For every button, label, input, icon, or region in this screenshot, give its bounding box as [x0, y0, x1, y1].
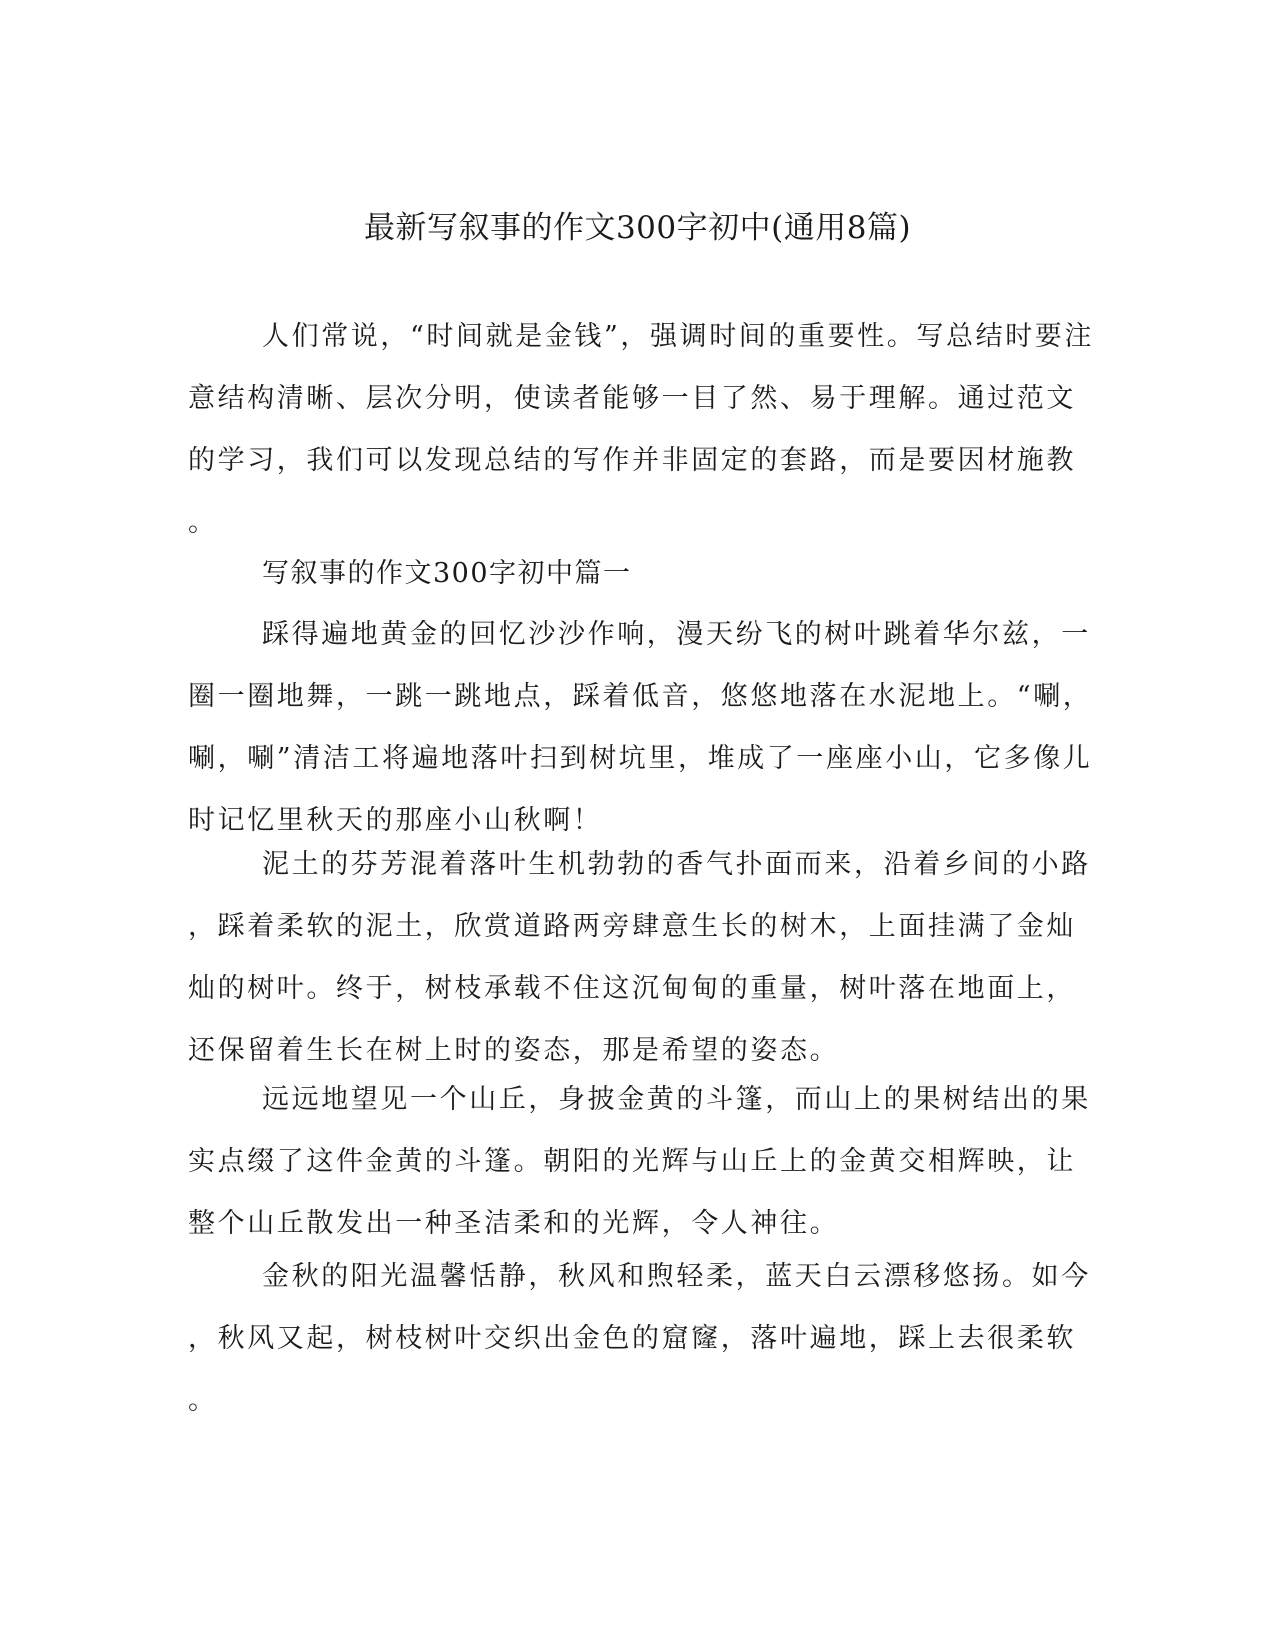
paragraph-1-line-1: 踩得遍地黄金的回忆沙沙作响，漫天纷飞的树叶跳着华尔兹，一 [262, 619, 1091, 650]
intro-line-1: 人们常说，“时间就是金钱”，强调时间的重要性。写总结时要注 [262, 321, 1095, 352]
intro-line-4: 。 [188, 507, 218, 538]
body-paragraph-4 [188, 1246, 1091, 1432]
paragraph-4-line-1: 金秋的阳光温馨恬静，秋风和煦轻柔，蓝天白云漂移悠扬。如今 [262, 1261, 1091, 1292]
intro-line-3: 的学习，我们可以发现总结的写作并非固定的套路，而是要因材施教 [188, 445, 1076, 476]
paragraph-2-line-1: 泥土的芬芳混着落叶生机勃勃的香气扑面而来，沿着乡间的小路 [262, 849, 1091, 880]
paragraph-1-line-3: 唰，唰”清洁工将遍地落叶扫到树坑里，堆成了一座座小山，它多像儿 [188, 743, 1093, 774]
paragraph-1-line-4: 时记忆里秋天的那座小山秋啊！ [188, 805, 603, 836]
paragraph-2-line-3: 灿的树叶。终于，树枝承载不住这沉甸甸的重量，树叶落在地面上， [188, 973, 1076, 1004]
body-paragraph-2 [188, 834, 1091, 1082]
paragraph-4-line-2: ，秋风又起，树枝树叶交织出金色的窟窿，落叶遍地，踩上去很柔软 [188, 1323, 1076, 1354]
paragraph-3-line-3: 整个山丘散发出一种圣洁柔和的光辉，令人神往。 [188, 1208, 840, 1239]
intro-paragraph [188, 306, 1095, 554]
document-title: 最新写叙事的作文300字初中(通用8篇) [363, 210, 912, 246]
paragraph-1-line-2: 圈一圈地舞，一跳一跳地点，踩着低音，悠悠地落在水泥地上。“唰， [188, 681, 1093, 712]
intro-line-2: 意结构清晰、层次分明，使读者能够一目了然、易于理解。通过范文 [188, 383, 1076, 414]
section-heading: 写叙事的作文300字初中篇一 [262, 558, 632, 589]
paragraph-3-line-1: 远远地望见一个山丘，身披金黄的斗篷，而山上的果树结出的果 [262, 1084, 1091, 1115]
paragraph-2-line-2: ，踩着柔软的泥土，欣赏道路两旁肆意生长的树木，上面挂满了金灿 [188, 911, 1076, 942]
body-paragraph-1 [188, 604, 1093, 852]
paragraph-2-line-4: 还保留着生长在树上时的姿态，那是希望的姿态。 [188, 1035, 840, 1066]
paragraph-4-line-3: 。 [188, 1385, 218, 1416]
paragraph-3-line-2: 实点缀了这件金黄的斗篷。朝阳的光辉与山丘上的金黄交相辉映，让 [188, 1146, 1076, 1177]
body-paragraph-3 [188, 1069, 1091, 1255]
